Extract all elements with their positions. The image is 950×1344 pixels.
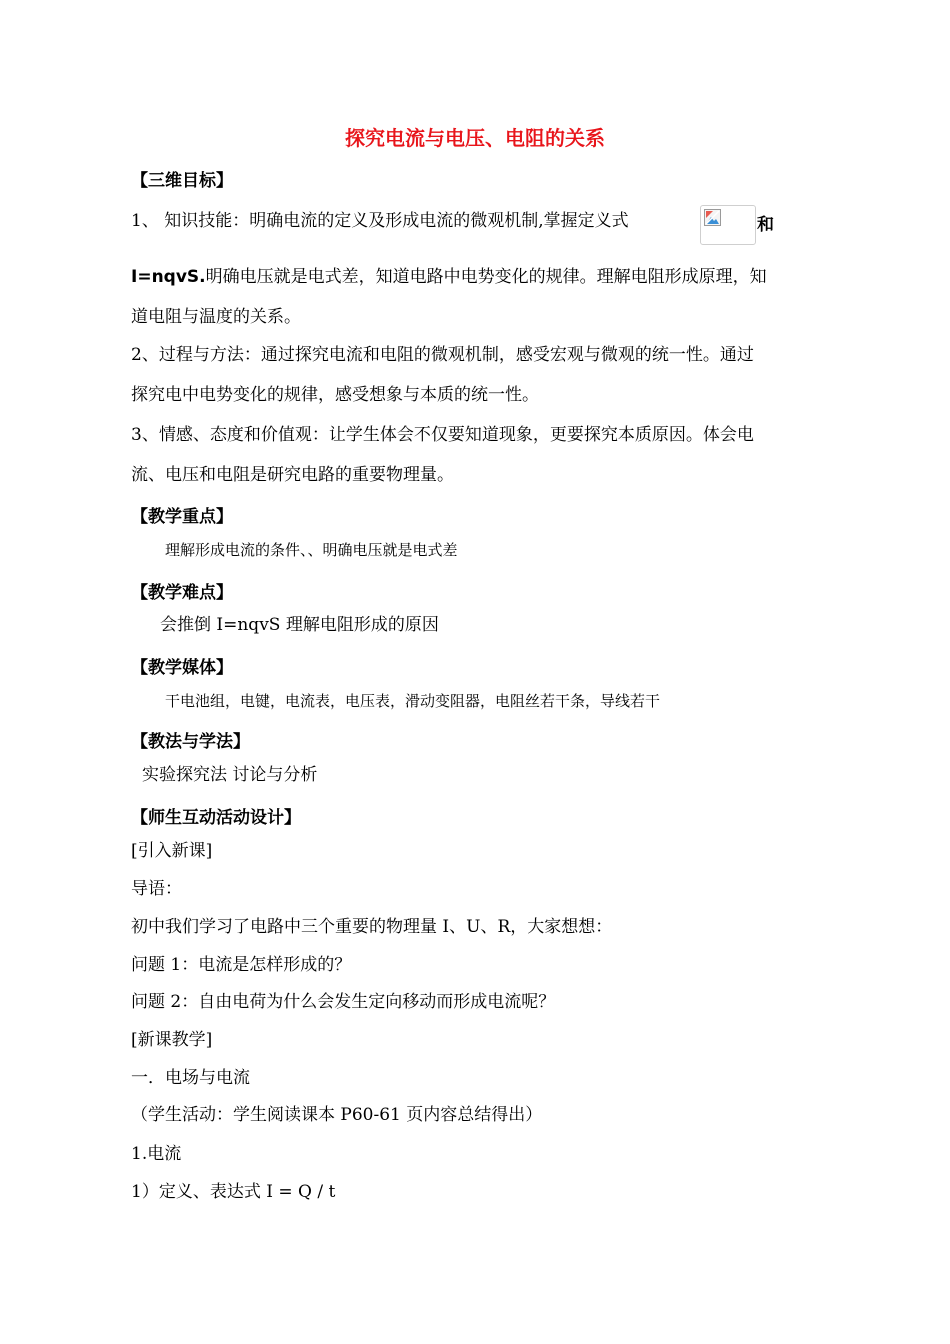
document-title: 探究电流与电压、电阻的关系 <box>345 126 605 150</box>
objective-2-line-1: 2、过程与方法：通过探究电流和电阻的微观机制，感受宏观与微观的统一性。通过 <box>131 345 754 365</box>
question-1: 问题 1：电流是怎样形成的？ <box>131 955 352 975</box>
guide-text: 初中我们学习了电路中三个重要的物理量 I、U、R，大家想想： <box>131 917 613 937</box>
intro-label: [引入新课] <box>131 841 213 861</box>
difficulty-heading: 【教学难点】 <box>131 583 233 603</box>
student-activity: （学生活动：学生阅读课本 P60-61 页内容总结得出） <box>131 1105 543 1125</box>
formula-image <box>700 205 756 245</box>
media-heading: 【教学媒体】 <box>131 658 233 678</box>
method-text: 实验探究法 讨论与分析 <box>142 765 318 785</box>
key-points-text <box>165 539 458 561</box>
question-2: 问题 2：自由电荷为什么会发生定向移动而形成电流呢？ <box>131 992 556 1012</box>
objective-3-line-2: 流、电压和电阻是研究电路的重要物理量。 <box>131 465 454 485</box>
broken-image-icon <box>704 209 721 226</box>
new-lesson-label: [新课教学] <box>131 1030 213 1050</box>
objective-2-line-2: 探究电中电势变化的规律，感受想象与本质的统一性。 <box>131 385 539 405</box>
item-current: 1.电流 <box>131 1144 182 1164</box>
objective-1-line-3: 道电阻与温度的关系。 <box>131 307 301 327</box>
section-1-title: 一．电场与电流 <box>131 1068 250 1088</box>
design-heading: 【师生互动活动设计】 <box>131 808 301 828</box>
item-definition: 1）定义、表达式 I = Q / t <box>131 1182 336 1202</box>
objective-1-formula: I=nqvS. <box>131 267 206 287</box>
key-points-prefix: 理解形成电流的条件、、明确电压就是电式差 <box>165 541 458 559</box>
media-text: 干电池组，电键，电流表，电压表，滑动变阻器，电阻丝若干条，导线若干 <box>165 692 661 710</box>
objective-1-line-1 <box>131 210 629 232</box>
objective-1-rest: 明确电压就是电式差，知道电路中电势变化的规律。理解电阻形成原理，知 <box>205 267 767 287</box>
objective-1-and: 和 <box>757 215 774 235</box>
objectives-heading: 【三维目标】 <box>131 171 233 191</box>
key-points-heading: 【教学重点】 <box>131 507 233 527</box>
guide-label: 导语： <box>131 879 182 899</box>
difficulty-text: 会推倒 I=nqvS 理解电阻形成的原因 <box>160 615 439 635</box>
method-heading: 【教法与学法】 <box>131 732 250 752</box>
objective-1-line-2 <box>131 266 767 288</box>
objective-1-text: 1、 知识技能：明确电流的定义及形成电流的微观机制,掌握定义式 <box>131 211 629 231</box>
objective-3-line-1: 3、情感、态度和价值观：让学生体会不仅要知道现象，更要探究本质原因。体会电 <box>131 425 754 445</box>
